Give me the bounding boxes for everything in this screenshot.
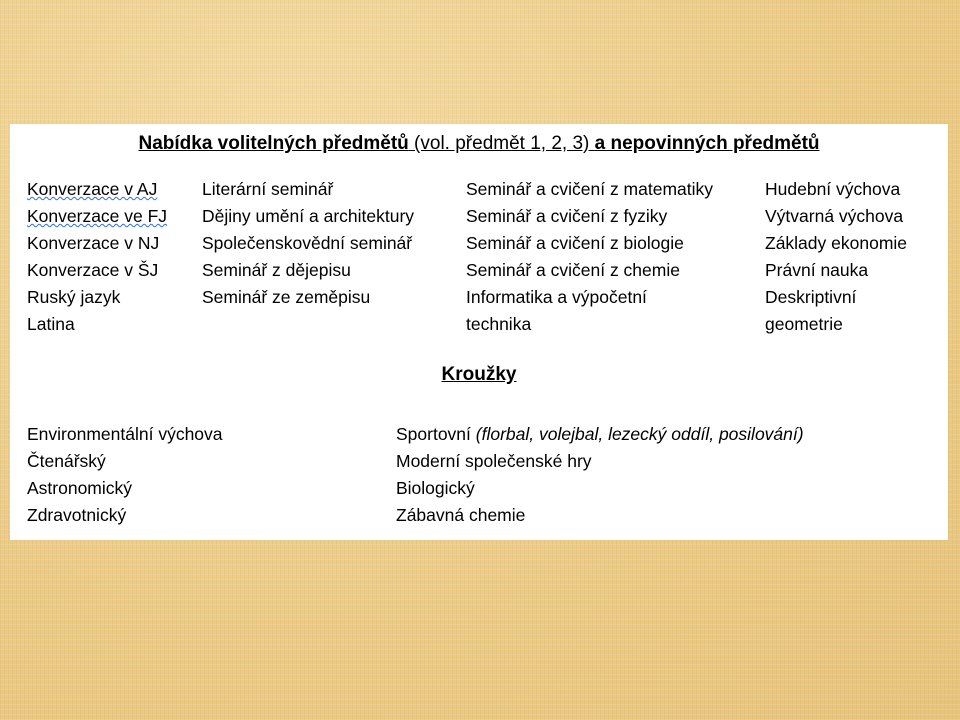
list-item: Právní nauka <box>765 260 869 280</box>
list-item: Deskriptivní <box>765 287 857 307</box>
list-item: Dějiny umění a architektury <box>202 206 415 226</box>
list-item: Seminář a cvičení z fyziky <box>466 206 668 226</box>
science-column <box>466 176 713 338</box>
list-item: Konverzace ve FJ <box>27 206 168 226</box>
list-item: Literární seminář <box>202 179 334 199</box>
list-item: Seminář a cvičení z biologie <box>466 233 684 253</box>
list-item: Seminář a cvičení z chemie <box>466 260 680 280</box>
humanities-column <box>202 176 414 311</box>
list-item: Základy ekonomie <box>765 233 908 253</box>
list-item: technika <box>466 314 532 334</box>
list-item: Hudební výchova <box>765 179 901 199</box>
list-item: Konverzace v NJ <box>27 233 160 253</box>
list-item: Seminář a cvičení z matematiky <box>466 179 714 199</box>
list-item: Ruský jazyk <box>27 287 121 307</box>
list-item: Moderní společenské hry <box>396 451 592 471</box>
list-item: Informatika a výpočetní <box>466 287 647 307</box>
list-item: Astronomický <box>27 478 133 498</box>
title-part-1: Nabídka volitelných předmětů <box>138 133 409 154</box>
document-sheet <box>10 124 948 540</box>
sports-club-label: Sportovní <box>396 424 476 444</box>
clubs-title: Kroužky <box>441 364 517 385</box>
list-item: Konverzace v AJ <box>27 179 158 199</box>
languages-column <box>27 176 167 338</box>
list-item: Zdravotnický <box>27 505 127 525</box>
title-part-2: (vol. předmět 1, 2, 3) <box>408 133 595 154</box>
list-item: Čtenářský <box>27 451 106 471</box>
list-item: Latina <box>27 314 75 334</box>
clubs-left-column <box>27 421 223 529</box>
list-item: Společenskovědní seminář <box>202 233 413 253</box>
list-item: geometrie <box>765 314 843 334</box>
page-title <box>10 133 948 155</box>
clubs-right-column <box>396 421 804 529</box>
list-item: Seminář ze zeměpisu <box>202 287 371 307</box>
list-item: Biologický <box>396 478 475 498</box>
list-item: Environmentální výchova <box>27 424 223 444</box>
other-subjects-column <box>765 176 907 338</box>
list-item <box>396 421 804 448</box>
list-item: Zábavná chemie <box>396 505 526 525</box>
title-part-3: a nepovinných předmětů <box>594 133 820 154</box>
sports-club-note: (florbal, volejbal, lezecký oddíl, posilování) <box>475 424 804 444</box>
list-item: Konverzace v ŠJ <box>27 260 159 280</box>
list-item: Výtvarná výchova <box>765 206 904 226</box>
list-item: Seminář z dějepisu <box>202 260 351 280</box>
